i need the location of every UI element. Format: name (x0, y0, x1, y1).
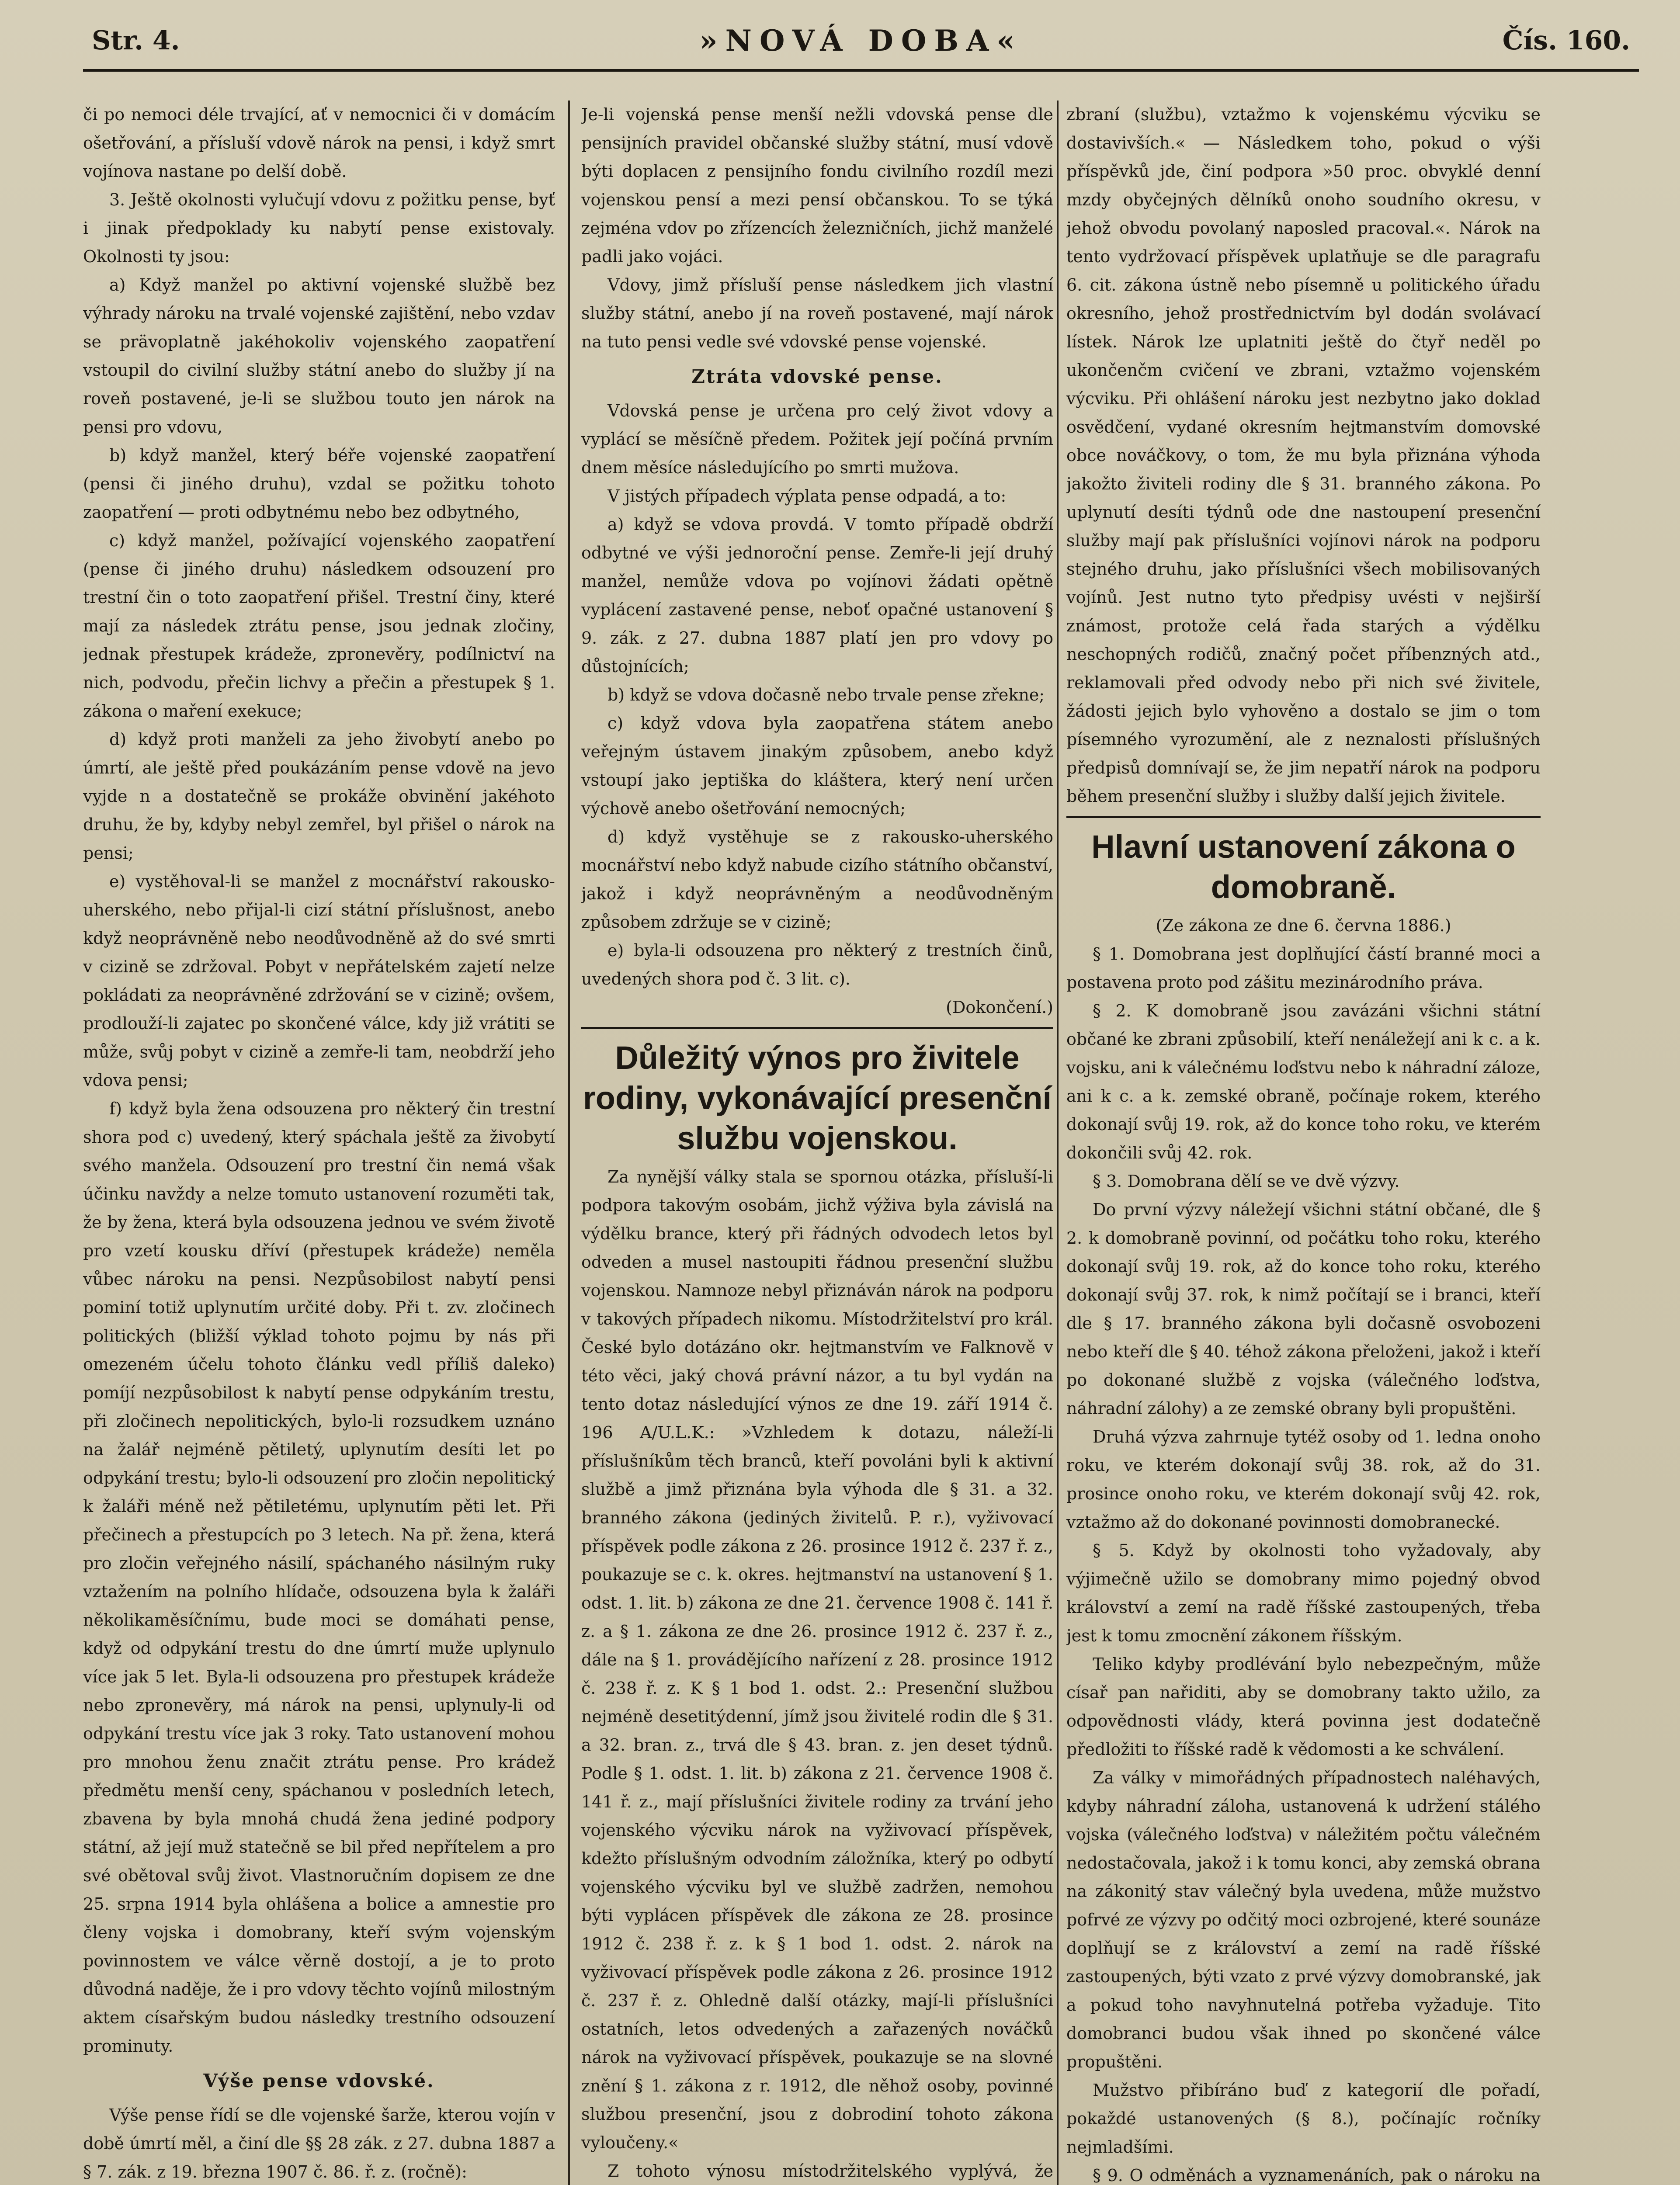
page-header (83, 21, 1639, 72)
page-number: Str. 4. (92, 25, 180, 56)
paragraph: 3. Ještě okolnosti vylučují vdovu z požitku pense, byť i jinak předpoklady ku nabytí pense existovaly. Okolnosti ty jsou: (83, 190, 555, 266)
paragraph: Vdovy, jimž přísluší pense následkem jich vlastní služby státní, anebo jí na roveň postavené, mají nárok na tuto pensi vedle své vdovské pense vojenské. (581, 275, 1053, 351)
paragraph: § 1. Domobrana jest doplňující částí branné moci a postavena proto pod zášitu mezinárodního práva. (1066, 944, 1541, 992)
masthead-title: »NOVÁ DOBA« (699, 24, 1023, 58)
paragraph: zbraní (službu), vztažmo k vojenskému výcviku se dostavivších.« — Následkem toho, pokud o výši příspěvků jde, činí podpora »50 proc. obvyklé denní mzdy obyčejných dělníků onoho soudního okresu, v jehož obvodu povolaný naposled pracoval.«. Nárok na tento vydržovací příspěvek uplatňuje se dle paragrafu 6. cit. zákona ústně nebo písemně u politického úřadu okresního, jehož prostřednictvím byl dodán svolávací lístek. Nárok lze uplatniti ještě do čtyř neděl po ukončenčm cvičení ve zbrani, vztažmo vojenském výcviku. Při ohlášení nároku jest nezbytno jako doklad osvědčení, vydané okresním hejtmanstvím domovské obce nováčkovy, o tom, že mu byla přiznána výhoda jakožto živiteli rodiny dle § 31. branného zákona. Po uplynutí desíti týdnů ode dne nastoupení presenční služby mají pak příslušníci vojínovi nárok na podporu stejného druhu, jako příslušníci všech mobilisovaných vojínů. Jest nutno tyto předpisy uvésti v nejširší známost, protože celá řada starých a výdělku neschopných rodičů, značný počet příbenzných atd., reklamovali před odvody nebo při nich své živitele, žádosti jejich bylo vyhověno a dostalo se jim o tom písemného vyrozumění, ale z neznalosti příslušných předpisů domnívají se, že jim nepatří nárok na podporu během presenční služby i služby další jejich živitele. (1066, 105, 1541, 806)
section-rule (1066, 816, 1541, 818)
paragraph: Mužstvo přibíráno buď z kategorií dle pořadí, pokaždé ustanovených (§ 8.), počínajíc ročníky nejmladšími. (1066, 2081, 1541, 2157)
article-headline: Hlavní ustanovení zákona o domobraně. (1091, 829, 1516, 905)
paragraph: § 5. Když by okolnosti toho vyžadovaly, aby výjimečně užilo se domobrany mimo pojedný obvod království a zemí na radě říšské zastoupených, třeba jest k tomu zmocnění zákonem říšským. (1066, 1541, 1541, 1645)
paragraph: Je-li vojenská pense menší nežli vdovská pense dle pensijních pravidel občanské služby státní, musí vdově býti doplacen z pensijního fondu civilního rozdíl mezi vojenskou pensí a mezi pensí občanskou. To se týká zejména vdov po zřízencích železničních, jichž manželé padli jako vojáci. (581, 105, 1053, 266)
column-divider (568, 101, 570, 2185)
paragraph: a) když se vdova provdá. V tomto případě obdrží odbytné ve výši jednoroční pense. Zemře-li její druhý manžel, nemůže vdova po vojínovi žádati opětně vyplácení zastavené pense, neboť opačné ustanovení § 9. zák. z 27. dubna 1887 platí jen pro vdovy po důstojnících; (581, 515, 1053, 676)
paragraph: b) když manžel, který béře vojenské zaopatření (pensi či jiného druhu), vzdal se požitku tohoto zaopatření — proti odbytnému nebo bez odbytného, (83, 446, 555, 522)
paragraph: § 2. K domobraně jsou zavázáni všichni státní občané ke zbrani způsobilí, kteří nenáležejí ani k c. a k. vojsku, ani k válečnému loďstvu nebo k náhradní záloze, ani k c. a k. zemské obraně, počínaje rokem, kterého dokonají svůj 19. rok, až do konce toho roku, ve kterém dokončili svůj 42. rok. (1066, 1001, 1541, 1162)
paragraph: Za nynější války stala se spornou otázka, přísluší-li podpora takovým osobám, jichž výživa byla závislá na výdělku brance, který při řádných odvodech letos byl odveden a musel nastoupiti řádnou presenční službu vojenskou. Namnoze nebyl přiznáván nárok na podporu v takových případech nikomu. Místodržitelství pro král. České bylo dotázáno okr. hejtmanstvím ve Falknově v této věci, jaký chová právní názor, a tu byl vydán na tento dotaz následující výnos ze dne 19. září 1914 č. 196 A/U.L.K.: »Vzhledem k dotazu, náleží-li příslušníkům těch branců, kteří povoláni byli k aktivní službě a jimž přiznána byla výhoda dle § 31. a 32. branného zákona (jediných živitelů. P. r.), vyživovací příspěvek podle zákona z 26. prosince 1912 č. 237 ř. z., poukazuje se c. k. okres. hejtmanství na ustanovení § 1. odst. 1. lit. b) zákona ze dne 21. července 1908 č. 141 ř. z. a § 1. zákona ze dne 26. prosince 1912 č. 237 ř. z., dále na § 1. provádějícího nařízení z 28. prosince 1912 č. 238 ř. z. K § 1 bod 1. odst. 2.: Presenční službou nejméně desetitýdenní, jímž jsou živitelé rodin dle § 31. a 32. bran. z., trvá dle § 43. bran. z. jen deset týdnů. Podle § 1. odst. 1. lit. b) zákona z 21. července 1908 č. 141 ř. z., mají příslušníci živitele rodiny za trvání jeho vojenského výcviku nárok na vyživovací příspěvek, kdežto příslušným odvodním záložníka, který po odbytí vojenského výcviku byl ve službě zadržen, nemohou býti vyplácen příspěvek dle zákona ze 28. prosince 1912 č. 238 ř. z. k § 1 bod 1. odst. 2. nárok na vyživovací příspěvek podle zákona z 26. prosince 1912 č. 237 ř. z. Ohledně další otázky, mají-li příslušníci ostatních, letos odvedených a zařazených nováčků nárok na vyživovací příspěvek, poukazuje se na slovné znění § 1. zákona z r. 1912, dle něhož osoby, povinné službou presenční, jsou z dobrodiní tohoto zákona vyloučeny.« (581, 1167, 1053, 2152)
column-3 (1066, 101, 1541, 2185)
article-headline: Důležitý výnos pro živitele rodiny, vykonávající presenční službu vojenskou. (583, 1040, 1052, 1156)
section-heading: Výše pense vdovské. (203, 2070, 435, 2091)
issue-number: Čís. 160. (1502, 25, 1630, 56)
column-2 (581, 101, 1053, 2185)
paragraph: b) když se vdova dočasně nebo trvale pense zřekne; (607, 685, 1045, 704)
column-1 (83, 101, 555, 2185)
paragraph: § 9. O odměnách a vyznamenáních, pak o nároku na (1093, 2166, 1541, 2185)
article-subheading: (Ze zákona ze dne 6. června 1886.) (1156, 916, 1451, 935)
paragraph: a) Když manžel po aktivní vojenské službě bez výhrady nároku na trvalé vojenské zajištění, nebo vzdav se prävoplatně jakéhokoliv vojenského zaopatření vstoupil do civilní služby státní anebo do služby jí na roveň postavené, je-li se službou touto jen nárok na pensi pro vdovu, (83, 275, 555, 437)
paragraph: Teliko kdyby prodlévání bylo nebezpečným, může císař pan nařiditi, aby se domobrany takto užilo, za odpovědnosti vlády, která povinna jest dodatečně předložiti to říšské radě k vědomosti a ke schválení. (1066, 1654, 1541, 1759)
continuation-note: (Dokončení.) (946, 998, 1053, 1017)
paragraph: d) když vystěhuje se z rakousko-uherského mocnářství nebo když nabude cizího státního občanství, jakož i když neoprávněným a neodůvodněným způsobem zdržuje se v cizině; (581, 827, 1053, 932)
paragraph: d) když proti manželi za jeho živobytí anebo po úmrtí, ale ještě před poukázáním pense vdově na jevo vyjde n a dostatečně se prokáže obvinění jakéhoto druhu, že by, kdyby nebyl zemřel, byl přišel o nárok na pensi; (83, 730, 555, 863)
paragraph: f) když byla žena odsouzena pro některý čin trestní shora pod c) uvedený, který spáchala ještě za živobytí svého manžela. Odsouzení pro trestní čin nemá však účinku navždy a nelze tomuto ustanovení rozuměti tak, že by žena, která byla odsouzena jednou ve svém životě pro vzetí kousku dříví (přestupek krádeže) neměla vůbec nároku na pensi. Nezpůsobilost nabytí pensi pominí totiž uplynutím určité doby. Při t. zv. zločinech politických (bližší výklad tohoto pojmu by nás při omezeném účelu tohoto článku vedl příliš daleko) pomíjí nezpůsobilost k nabytí pense odpykáním trestu, při zločinech nepolitických, bylo-li rozsudkem uznáno na žalář nejméně pětiletý, uplynutím desíti let po odpykání trestu; bylo-li odsouzení pro zločin nepolitický k žaláři méně než pětiletému, uplynutím pěti let. Při přečinech a přestupcích po 3 letech. Na př. žena, která pro zločin veřejného násilí, spáchaného násilným ruky vztažením na polního hlídače, odsouzena byla k žaláři několikaměsíčnímu, bude moci se domáhati pense, když od odpykání trestu do dne úmrtí muže uplynulo více jak 5 let. Byla-li odsouzena pro přestupek krádeže nebo zpronevěry, má nárok na pensi, uplynuly-li od odpykání trestu více jak 3 roky. Tato ustanovení mohou pro mnohou ženu značit ztrátu pense. Pro krádež předmětu menší ceny, spáchanou v posledních letech, zbavena by byla mnohá chudá žena jediné podpory státní, až její muž statečně se bil před nepřítelem a pro své obětoval svůj život. Vlastnoručním dopisem ze dne 25. srpna 1914 byla ohlášena a bolice a amnestie pro členy vojska i domobrany, kteří svým vojenským povinnostem ve válce věrně dostojí, a je to proto důvodná naděje, že i pro vdovy těchto vojínů milostným aktem císařským budou následky trestního odsouzení prominuty. (83, 1099, 555, 2056)
paragraph: Z tohoto výnosu místodržitelského vyplývá, že (607, 2161, 1053, 2181)
paragraph: § 3. Domobrana dělí se ve dvě výzvy. (1093, 1172, 1400, 1191)
paragraph: c) když manžel, požívající vojenského zaopatření (pense či jiného druhu) následkem odsouzení pro trestní čin o toto zaopatření přišel. Trestní činy, které mají za následek ztrátu pense, jsou jednak zločiny, jednak přestupek krádeže, zpronevěry, podílnictví na nich, podvodu, přečin lichvy a přečin a přestupek § 1. zákona o maření exekuce; (83, 531, 555, 721)
column-divider (1057, 101, 1059, 2185)
paragraph: Do první výzvy náležejí všichni státní občané, dle § 2. k domobraně povinní, od počátku toho roku, kterého dokonají svůj 19. rok, až do konce toho roku, kterého dokonají svůj 37. rok, k nimž počítají se i branci, kteří dle § 17. branného zákona byli dočasně osvobozeni nebo kteří dle § 40. téhož zákona přeloženi, jakož i kteří po dokonané službě z vojska (válečného loďstva, náhradní zálohy) a ze zemské obrany byli propuštěni. (1066, 1200, 1541, 1418)
paragraph: e) vystěhoval-li se manžel z mocnářství rakousko-uherského, nebo přijal-li cizí státní příslušnost, anebo když neoprávněně nebo neodůvodněně až do své smrti v cizině se zdržoval. Pobyt v nepřátelském zajetí nelze pokládati za neoprávněné zdržování se v cizině; ovšem, prodlouží-li zajatec po skončené válce, kdy již vrátiti se může, svůj pobyt v cizině a zemře-li tam, neobdrží jeho vdova pensi; (83, 872, 555, 1090)
paragraph: c) když vdova byla zaopatřena státem anebo veřejným ústavem jinakým způsobem, anebo když vstoupí jako jeptiška do kláštera, který není určen výchově anebo ošetřování nemocných; (581, 714, 1053, 818)
paragraph: či po nemoci déle trvající, ať v nemocnici či v domácím ošetřování, a přísluší vdově nárok na pensi, i když smrt vojínova nastane po delší době. (83, 105, 555, 181)
paragraph: e) byla-li odsouzena pro některý z trestních činů, uvedených shora pod č. 3 lit. c). (581, 941, 1053, 988)
section-heading: Ztráta vdovské pense. (691, 366, 943, 387)
section-rule (581, 1027, 1053, 1029)
paragraph: Druhá výzva zahrnuje tytéž osoby od 1. ledna onoho roku, ve kterém dokonají svůj 38. rok, až do 31. prosince onoho roku, ve kterém dokonají svůj 42. rok, vztažmo až do dokonané povinnosti domobranecké. (1066, 1427, 1541, 1532)
paragraph: V jistých případech výplata pense odpadá, a to: (607, 486, 1007, 506)
paragraph: Výše pense řídí se dle vojenské šarže, kterou vojín v době úmrtí měl, a činí dle §§ 28 zák. z 27. dubna 1887 a § 7. zák. z 19. března 1907 č. 86. ř. z. (ročně): (83, 2105, 555, 2182)
paragraph: Vdovská pense je určena pro celý život vdovy a vyplácí se měsíčně předem. Požitek její počíná prvním dnem měsíce následujícího po smrti mužova. (581, 401, 1053, 477)
paragraph: Za války v mimořádných případnostech naléhavých, kdyby náhradní záloha, ustanovená k udržení stálého vojska (válečného loďstva) v náležitém počtu válečném nedostačovala, jakož i k tomu konci, aby zemská obrana na zákonitý stav válečný byla uvedena, může mužstvo pofrvé ze výzvy po odčitý moci ozbrojené, které sounáze doplňují se z království a zemí na radě říšské zastoupených, býti vzato z prvé výzvy domobranské, jak a pokud toho navyhnutelná potřeba vyžaduje. Tito domobranci budou však ihned po skončené válce propuštěni. (1066, 1768, 1541, 2071)
